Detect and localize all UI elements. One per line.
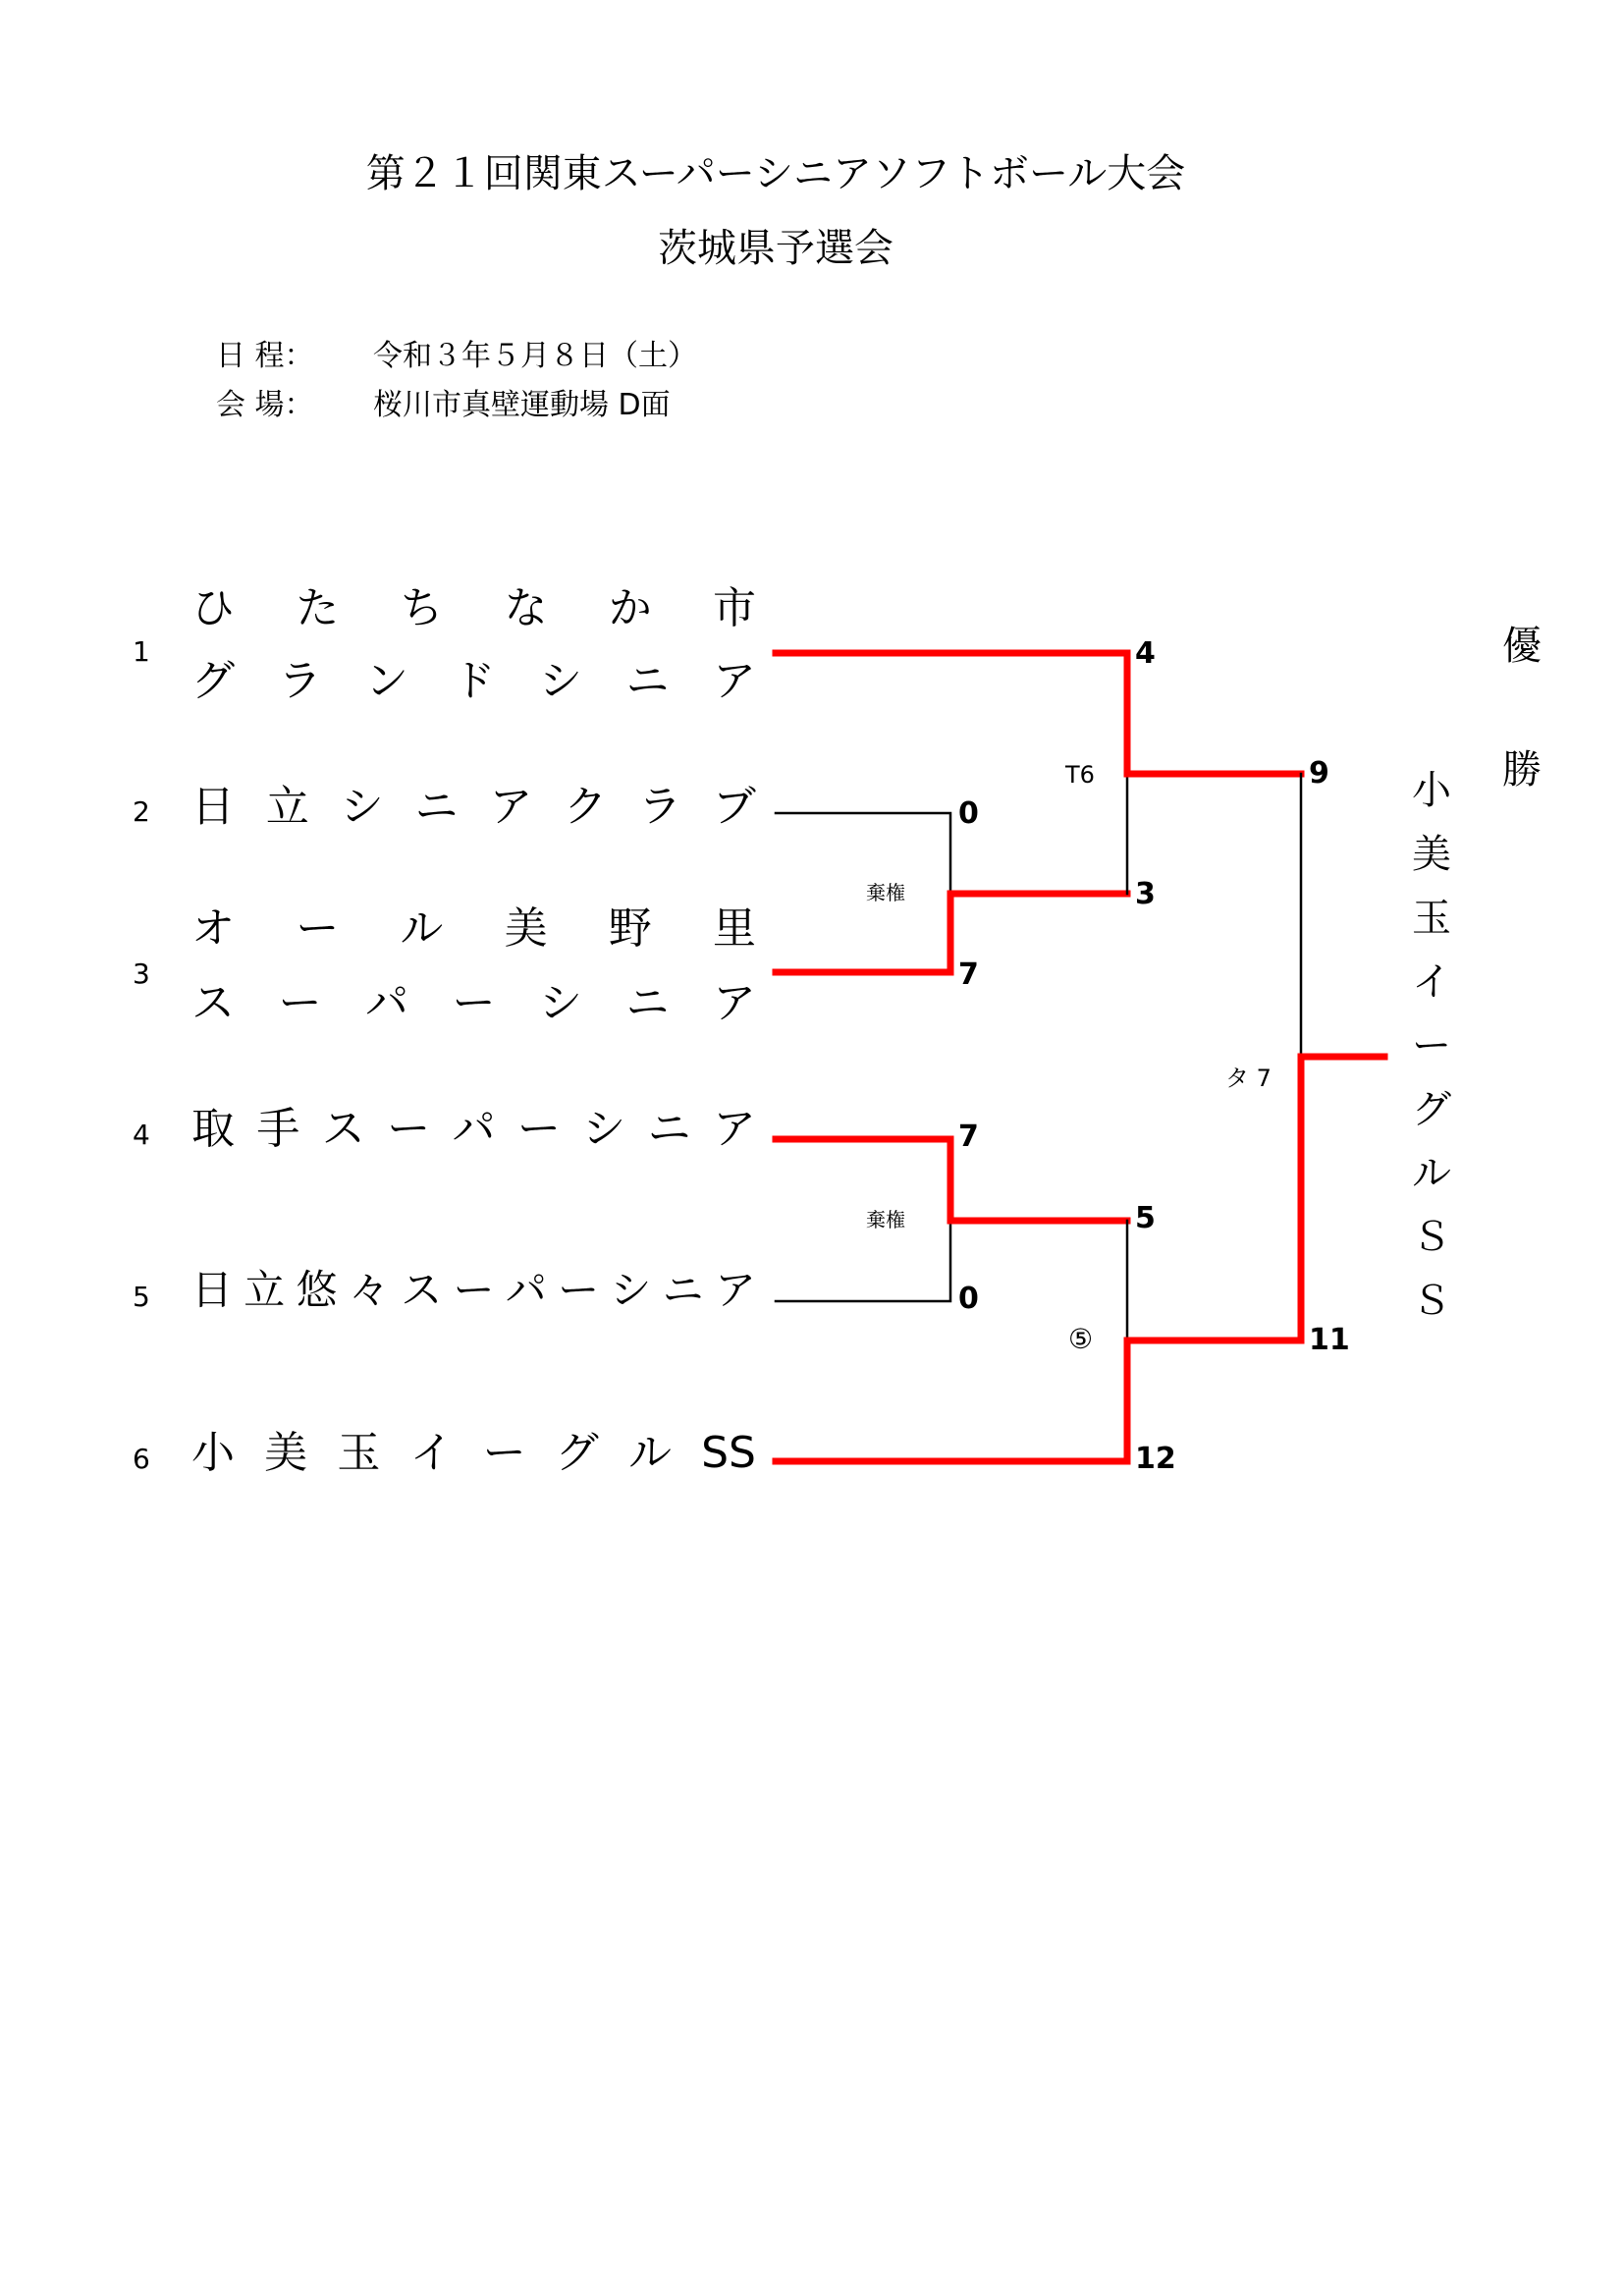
team-name-char: た xyxy=(296,583,340,633)
team-name-char: ア xyxy=(489,782,533,832)
team-name-char: ル xyxy=(400,903,444,954)
team-name-char: ー xyxy=(278,978,322,1028)
venue-label: 会 場： xyxy=(216,388,314,422)
seed-number: 3 xyxy=(133,957,150,990)
note-final: タ 7 xyxy=(1225,1065,1272,1092)
note-sf-bottom: ⑤ xyxy=(1068,1323,1094,1355)
champion-name-char: 美 xyxy=(1412,832,1451,877)
champion-name-char: 玉 xyxy=(1412,896,1451,941)
team-name-char: シ xyxy=(340,782,384,832)
team-name-char: シ xyxy=(539,656,582,706)
team-name-char: ー xyxy=(516,1104,561,1154)
score-r1-team3: 7 xyxy=(958,957,979,992)
team-name-char: パ xyxy=(452,1104,496,1154)
team-name-char: 美 xyxy=(264,1428,308,1478)
team-name-char: 々 xyxy=(348,1266,390,1314)
team-name-char: ー xyxy=(452,978,496,1028)
champion-name xyxy=(1402,768,1461,1345)
champion-header-char: 勝 xyxy=(1502,747,1542,793)
team-name-char: ン xyxy=(365,656,408,706)
team-name-char: ラ xyxy=(638,782,682,832)
team-name-char: 野 xyxy=(608,903,652,954)
note-sf-top: T6 xyxy=(1065,761,1095,789)
date-value: 令和３年５月８日（土） xyxy=(373,339,697,373)
team-name-char: な xyxy=(504,583,548,633)
team-name-char: シ xyxy=(610,1266,652,1314)
team-name-char: 小 xyxy=(191,1428,235,1478)
champion-header xyxy=(1492,624,1551,793)
team-name-char: ル xyxy=(627,1428,672,1478)
team-name-char: ブ xyxy=(712,782,756,832)
team-name-char: パ xyxy=(365,978,408,1028)
team-name-char: ニ xyxy=(625,978,670,1028)
bracket-line-team6 xyxy=(776,1340,1127,1461)
champion-name-char: Ｓ xyxy=(1412,1215,1451,1260)
bracket-line-team5 xyxy=(776,1221,950,1301)
note-forfeit-bottom: 棄権 xyxy=(866,1208,905,1231)
team-name-char: ア xyxy=(714,1266,756,1314)
score-r1-team4: 7 xyxy=(958,1120,979,1154)
team-name-char: ー xyxy=(453,1266,495,1314)
team-name-char: か xyxy=(608,583,652,633)
champion-name-char: ル xyxy=(1412,1151,1451,1196)
bracket-line-team3 xyxy=(776,894,950,972)
team-name-char: 悠 xyxy=(296,1266,338,1314)
team-name-char: パ xyxy=(505,1266,547,1314)
champion-header-char: 優 xyxy=(1502,624,1542,669)
note-forfeit-top: 棄権 xyxy=(866,881,905,904)
score-sf-winner23: 3 xyxy=(1135,877,1156,911)
team-name-char: ー xyxy=(558,1266,600,1314)
bracket-line-team2 xyxy=(776,813,950,894)
team-name-char: ー xyxy=(296,903,340,954)
team-name-char: ひ xyxy=(191,583,235,633)
team-name-char: ち xyxy=(400,583,444,633)
seed-number: 2 xyxy=(133,795,150,828)
seed-number: 5 xyxy=(133,1281,150,1313)
team-name-char: ニ xyxy=(647,1104,691,1154)
score-sf-winner45: 5 xyxy=(1135,1201,1156,1235)
venue-value: 桜川市真壁運動場 D面 xyxy=(373,388,671,422)
team-name-char: ニ xyxy=(414,782,459,832)
team-name-char: ー xyxy=(387,1104,431,1154)
champion-name-char: ー xyxy=(1412,1023,1451,1068)
team-name-char: ク xyxy=(564,782,608,832)
score-r1-team2: 0 xyxy=(958,796,979,831)
seed-number: 6 xyxy=(133,1443,150,1475)
team-name-char: ア xyxy=(713,656,756,706)
team-name-char: ス xyxy=(191,978,235,1028)
champion-name-char: 小 xyxy=(1412,768,1451,813)
team-name-char: グ xyxy=(555,1428,599,1478)
score-r1-team5: 0 xyxy=(958,1282,979,1316)
bracket-line-team1 xyxy=(776,653,1127,774)
score-final-top: 9 xyxy=(1309,756,1329,791)
team-name-char: ア xyxy=(713,1104,756,1154)
team-name-char: SS xyxy=(701,1428,756,1478)
score-sf-team6: 12 xyxy=(1135,1442,1176,1476)
team-name-char: ラ xyxy=(278,656,322,706)
team-name-char: シ xyxy=(539,978,582,1028)
team-name-char: 里 xyxy=(712,903,756,954)
team-name-char: ス xyxy=(401,1266,443,1314)
team-name-char: 日 xyxy=(191,782,235,832)
team-name-char: ニ xyxy=(662,1266,704,1314)
team-name-char: イ xyxy=(409,1428,454,1478)
team-name-char: ド xyxy=(452,656,496,706)
team-name-char: 立 xyxy=(265,782,309,832)
team-name-char: 美 xyxy=(504,903,548,954)
team-name-char: ー xyxy=(482,1428,526,1478)
team-name-char: 手 xyxy=(256,1104,300,1154)
team-name-char: グ xyxy=(191,656,235,706)
score-sf-team1: 4 xyxy=(1135,636,1156,671)
seed-number: 4 xyxy=(133,1119,150,1151)
title-line2: 茨城県予選会 xyxy=(658,226,893,271)
team-name-char: ニ xyxy=(625,656,670,706)
title-line1: 第２１回関東スーパーシニアソフトボール大会 xyxy=(365,151,1186,196)
team-name-char: ア xyxy=(713,978,756,1028)
champion-name-char: イ xyxy=(1412,959,1451,1005)
date-label: 日 程： xyxy=(216,339,314,373)
champion-name-char: グ xyxy=(1412,1087,1451,1132)
score-final-bottom: 11 xyxy=(1309,1323,1350,1357)
team-name-char: 市 xyxy=(712,583,756,633)
team-name-char: 取 xyxy=(191,1104,235,1154)
team-name-char: シ xyxy=(582,1104,626,1154)
team-name-char: 立 xyxy=(244,1266,286,1314)
champion-name-char: Ｓ xyxy=(1412,1279,1451,1324)
team-name-char: オ xyxy=(191,903,235,954)
team-name-char: ス xyxy=(321,1104,365,1154)
team-name-char: 日 xyxy=(191,1266,234,1314)
seed-number: 1 xyxy=(133,635,150,668)
team-name-char: 玉 xyxy=(337,1428,381,1478)
bracket-line-team4 xyxy=(776,1139,950,1221)
